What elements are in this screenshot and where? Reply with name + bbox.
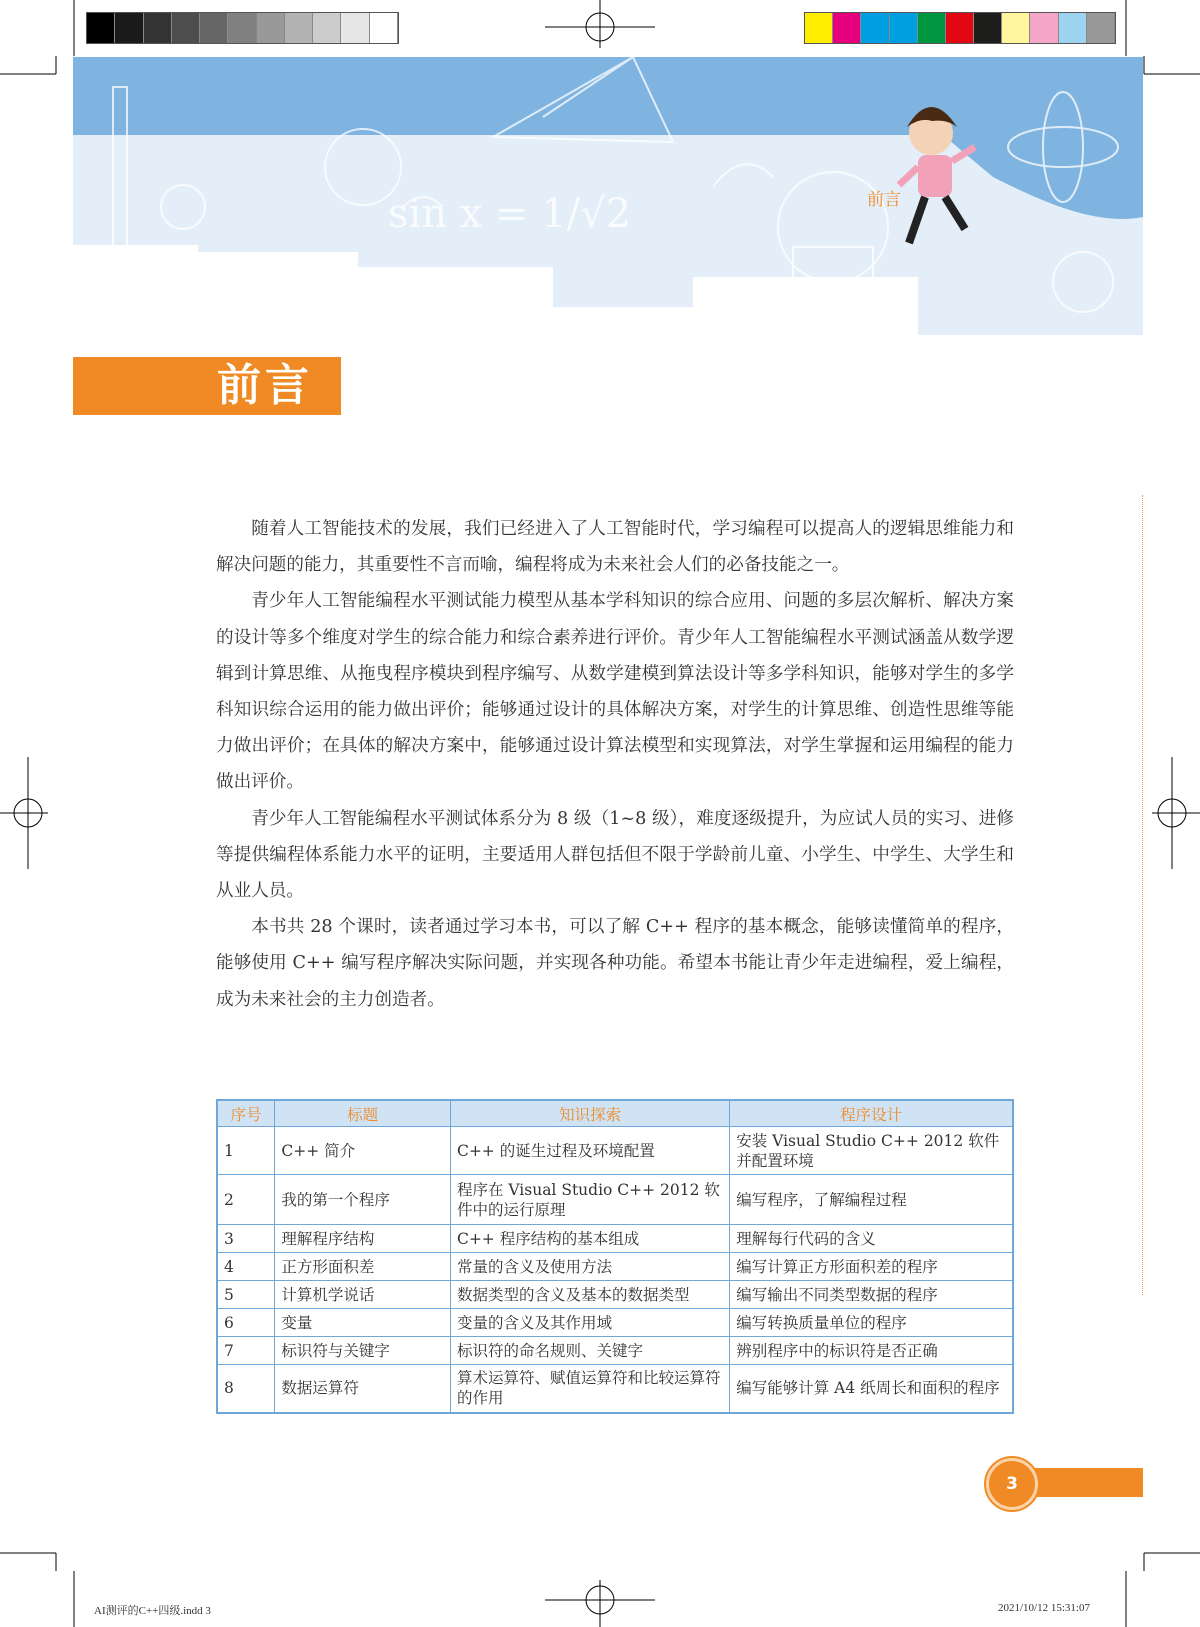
- paragraph-4: 本书共 28 个课时，读者通过学习本书，可以了解 C++ 程序的基本概念，能够读懂简单的程序，能够使用 C++ 编写程序解决实际问题，并实现各种功能。希望本书能让青少年走进编程，爱上编程，成为未来社会的主力创造者。: [216, 917, 1014, 1010]
- table-row: [217, 1253, 1013, 1281]
- gray-swatch: [228, 13, 256, 43]
- page-number-badge: [986, 1458, 1038, 1510]
- table-cell: 理解每行代码的含义: [730, 1225, 1013, 1253]
- table-cell: 计算机学说话: [275, 1281, 451, 1309]
- table-row: [217, 1175, 1013, 1225]
- table-cell: 数据运算符: [275, 1365, 451, 1413]
- table-cell: C++ 程序结构的基本组成: [450, 1225, 729, 1253]
- color-swatch: [974, 13, 1002, 43]
- page-number-bar: [1030, 1468, 1143, 1497]
- table-cell: 我的第一个程序: [275, 1175, 451, 1225]
- lessons-table-body: [217, 1127, 1013, 1413]
- gray-swatch: [313, 13, 341, 43]
- header-section-label: 前言: [867, 190, 901, 210]
- table-cell: 理解程序结构: [275, 1225, 451, 1253]
- table-cell: 编写计算正方形面积差的程序: [730, 1253, 1013, 1281]
- table-cell: C++ 的诞生过程及环境配置: [450, 1127, 729, 1175]
- table-cell: 编写程序，了解编程过程: [730, 1175, 1013, 1225]
- footer-timestamp: 2021/10/12 15:31:07: [998, 1602, 1090, 1614]
- header-knowledge: 知识探索: [450, 1100, 729, 1127]
- header-number: 序号: [217, 1100, 275, 1127]
- svg-text:sin x = 1/√2: sin x = 1/√2: [388, 191, 632, 237]
- color-swatch: [946, 13, 974, 43]
- preface-body: [216, 511, 1014, 1018]
- paragraph-3: 青少年人工智能编程水平测试体系分为 8 级（1~8 级），难度逐级提升，为应试人员的实习、进修等提供编程体系能力水平的证明，主要适用人群包括但不限于学龄前儿童、小学生、中学生、大学生和从业人员。: [216, 808, 1014, 902]
- paragraph-2: 青少年人工智能编程水平测试能力模型从基本学科知识的综合应用、问题的多层次解析、解决方案的设计等多个维度对学生的综合能力和综合素养进行评价。青少年人工智能编程水平测试涵盖从数学逻辑到计算思维、从拖曳程序模块到程序编写、从数学建模到算法设计等多学科知识，能够对学生的多学科知识综合运用的能力做出评价；能够通过设计的具体解决方案，对学生的计算思维、创造性思维等能力做出评价；在具体的解决方案中，能够通过设计算法模型和实现算法，对学生掌握和运用编程的能力做出评价。: [216, 591, 1014, 793]
- gray-swatch: [200, 13, 228, 43]
- table-cell: 4: [217, 1253, 275, 1281]
- gray-swatch: [87, 13, 115, 43]
- color-swatch: [918, 13, 946, 43]
- table-cell: 程序在 Visual Studio C++ 2012 软件中的运行原理: [450, 1175, 729, 1225]
- color-swatch: [890, 13, 918, 43]
- table-header-row: [217, 1100, 1013, 1127]
- table-cell: 编写转换质量单位的程序: [730, 1309, 1013, 1337]
- table-cell: 2: [217, 1175, 275, 1225]
- table-cell: 变量的含义及其作用域: [450, 1309, 729, 1337]
- table-cell: 6: [217, 1309, 275, 1337]
- table-row: [217, 1127, 1013, 1175]
- table-cell: 标识符与关键字: [275, 1337, 451, 1365]
- table-cell: 1: [217, 1127, 275, 1175]
- paragraph-1: 随着人工智能技术的发展，我们已经进入了人工智能时代，学习编程可以提高人的逻辑思维能力和解决问题的能力，其重要性不言而喻，编程将成为未来社会人们的必备技能之一。: [216, 519, 1014, 576]
- page-number: 3: [1006, 1474, 1018, 1494]
- margin-dotted-line: [1142, 495, 1143, 1295]
- color-swatch: [1030, 13, 1058, 43]
- color-swatch: [805, 13, 833, 43]
- header-illustration: [73, 57, 1143, 335]
- color-swatch: [833, 13, 861, 43]
- table-cell: 算术运算符、赋值运算符和比较运算符的作用: [450, 1365, 729, 1413]
- color-swatch: [1087, 13, 1115, 43]
- color-swatch: [861, 13, 889, 43]
- header-title: 标题: [275, 1100, 451, 1127]
- page-title: 前言: [217, 360, 313, 411]
- table-cell: 5: [217, 1281, 275, 1309]
- table-cell: 3: [217, 1225, 275, 1253]
- table-cell: 数据类型的含义及基本的数据类型: [450, 1281, 729, 1309]
- registration-mark-right: [1152, 757, 1200, 869]
- gray-swatch: [370, 13, 398, 43]
- table-row: [217, 1337, 1013, 1365]
- table-cell: 辨别程序中的标识符是否正确: [730, 1337, 1013, 1365]
- lessons-table: [216, 1099, 1014, 1414]
- color-swatch: [1059, 13, 1087, 43]
- registration-mark-top: [545, 0, 655, 48]
- gray-swatch: [144, 13, 172, 43]
- gray-swatch: [341, 13, 369, 43]
- table-row: [217, 1365, 1013, 1413]
- table-cell: 标识符的命名规则、关键字: [450, 1337, 729, 1365]
- table-row: [217, 1309, 1013, 1337]
- table-row: [217, 1225, 1013, 1253]
- registration-mark-left: [0, 757, 48, 869]
- table-cell: 编写输出不同类型数据的程序: [730, 1281, 1013, 1309]
- table-cell: 编写能够计算 A4 纸周长和面积的程序: [730, 1365, 1013, 1413]
- gray-swatch: [257, 13, 285, 43]
- table-cell: 常量的含义及使用方法: [450, 1253, 729, 1281]
- table-cell: 变量: [275, 1309, 451, 1337]
- gray-swatch: [115, 13, 143, 43]
- table-cell: 正方形面积差: [275, 1253, 451, 1281]
- table-cell: 7: [217, 1337, 275, 1365]
- table-cell: 8: [217, 1365, 275, 1413]
- table-cell: 安装 Visual Studio C++ 2012 软件并配置环境: [730, 1127, 1013, 1175]
- footer-file-name: AI测评的C++四级.indd 3: [94, 1605, 211, 1617]
- page-title-box: [73, 357, 341, 415]
- color-swatch: [1002, 13, 1030, 43]
- registration-mark-bottom: [545, 1580, 655, 1627]
- color-calibration-bar: [804, 12, 1116, 44]
- table-cell: C++ 简介: [275, 1127, 451, 1175]
- table-row: [217, 1281, 1013, 1309]
- header-programming: 程序设计: [730, 1100, 1013, 1127]
- gray-swatch: [285, 13, 313, 43]
- gray-scale-bar: [86, 12, 399, 44]
- gray-swatch: [172, 13, 200, 43]
